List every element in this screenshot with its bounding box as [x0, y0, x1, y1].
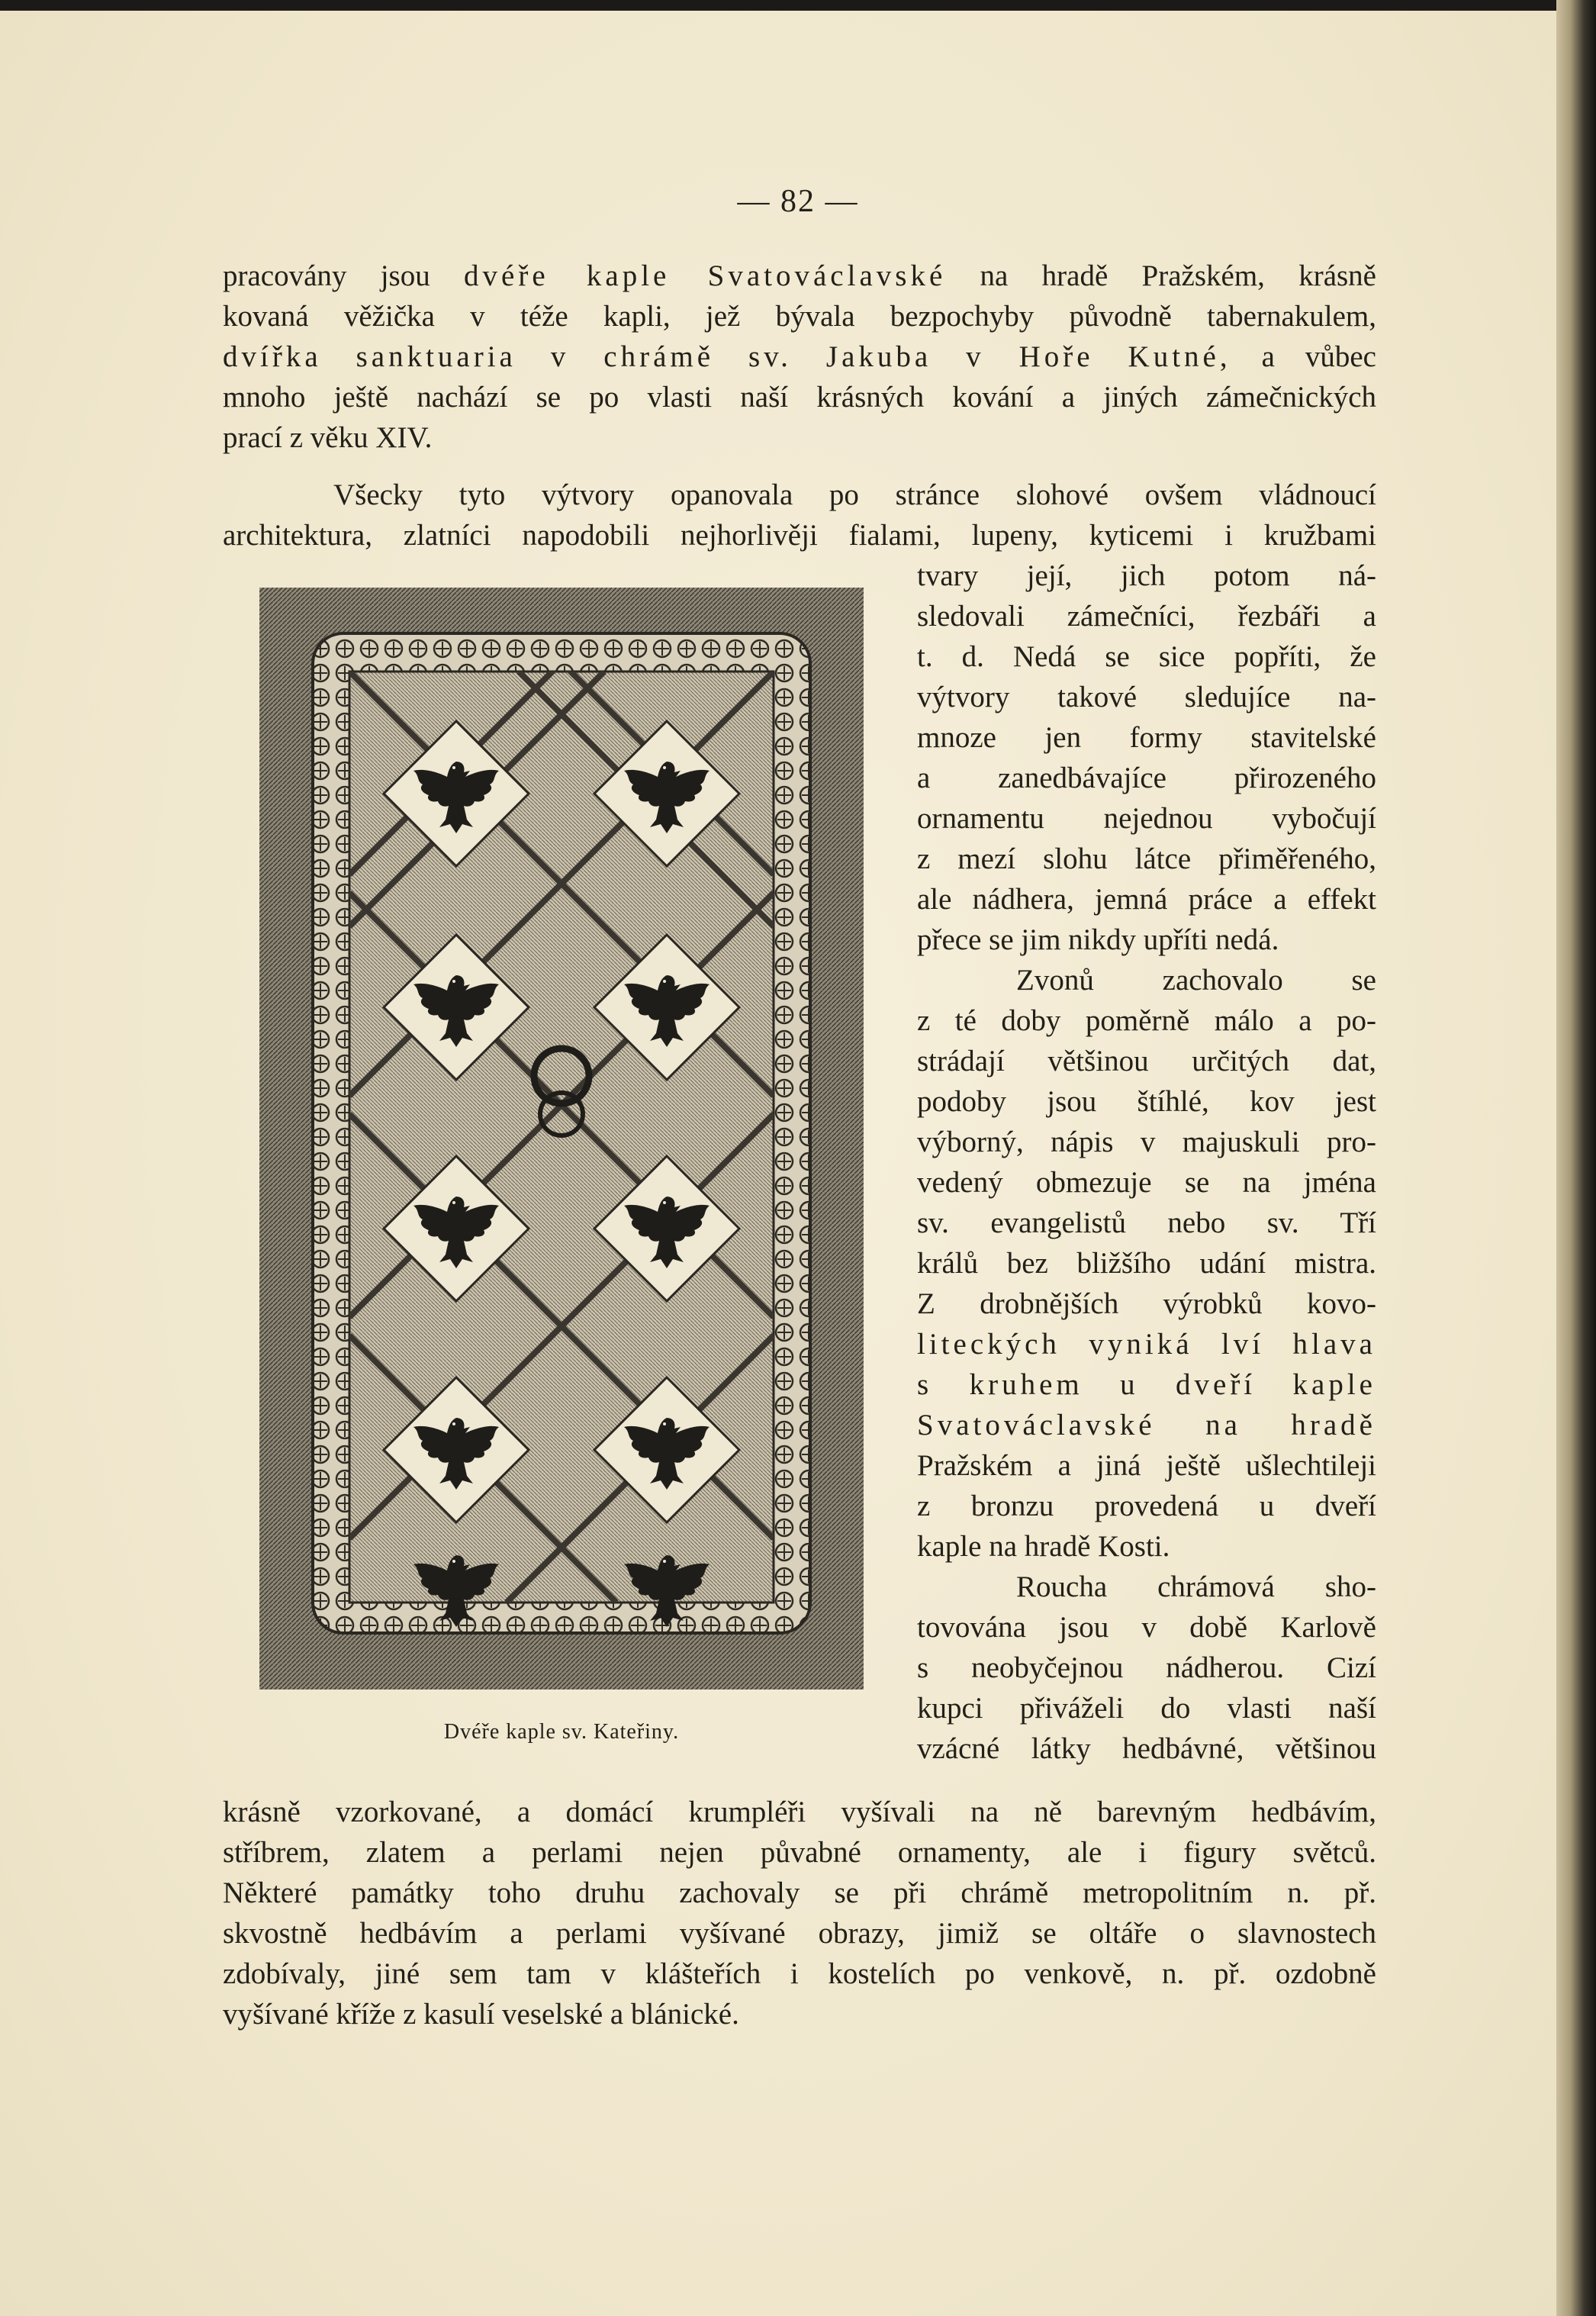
text-line: Pražském a jiná ještě ušlechtileji — [917, 1449, 1376, 1482]
text-line: ale nádhera, jemná práce a effekt — [917, 883, 1376, 916]
text-line: mnoho ještě nachází se po vlasti naší krásných kování a jiných zámečnických — [223, 381, 1376, 414]
text-line: přece se jim nikdy upříti nedá. — [917, 923, 1279, 956]
text-line: stříbrem, zlatem a perlami nejen půvabné ornamenty, ale i figury světců. — [223, 1836, 1376, 1869]
text-line: z té doby poměrně málo a po- — [917, 1004, 1376, 1037]
text-line: kaple na hradě Kosti. — [917, 1530, 1170, 1563]
text-line: a zanedbávajíce přirozeného — [917, 762, 1376, 794]
text-line: tovována jsou v době Karlově — [917, 1611, 1376, 1644]
text-line: Zvonů zachovalo se — [1016, 964, 1376, 997]
text-line: s neobyčejnou nádherou. Cizí — [917, 1651, 1376, 1684]
text-line: sv. evangelistů nebo sv. Tří — [917, 1206, 1376, 1239]
text-line: dvířka sanktuaria v chrámě sv. Jakuba v Hoře Kutné, a vůbec — [223, 340, 1376, 373]
paragraph-end — [223, 1792, 1376, 2034]
text-line: vzácné látky hedbávné, většinou — [917, 1732, 1376, 1765]
text-line: Svatováclavské na hradě — [917, 1409, 1376, 1441]
text-line: prací z věku XIV. — [223, 421, 433, 454]
text-line: z mezí slohu látce přiměřeného, — [917, 842, 1376, 875]
paragraph-1 — [223, 256, 1376, 458]
text-line: vyšívané kříže z kasulí veselské a blánické. — [223, 1998, 739, 2031]
text-line: Roucha chrámová sho- — [1016, 1570, 1376, 1603]
text-line: výtvory takové sledujíce na- — [917, 681, 1376, 713]
text-line: vedený obmezuje se na jména — [917, 1166, 1376, 1199]
book-spine-edge — [1556, 0, 1596, 2316]
text-line: podoby jsou štíhlé, kov jest — [917, 1085, 1376, 1118]
text-line: krásně vzorkované, a domácí krumpléři vyšívali na ně barevným hedbávím, — [223, 1796, 1376, 1828]
text-line: králů bez bližšího udání mistra. — [917, 1247, 1376, 1280]
text-line: mnoze jen formy stavitelské — [917, 721, 1376, 754]
text-line: zdobívaly, jiné sem tam v klášteřích i kostelích po venkově, n. př. ozdobně — [223, 1957, 1376, 1990]
text-line: strádají většinou určitých dat, — [917, 1045, 1376, 1077]
text-line: kovaná věžička v téže kapli, jež bývala bezpochyby původně tabernakulem, — [223, 300, 1376, 333]
figure-caption: Dvéře kaple sv. Kateřiny. — [443, 1720, 680, 1744]
text-line: výborný, nápis v majuskuli pro- — [917, 1126, 1376, 1158]
text-line: t. d. Nedá se sice popříti, že — [917, 640, 1376, 673]
text-line: s kruhem u dveří kaple — [917, 1368, 1376, 1401]
text-line: liteckých vyniká lví hlava — [917, 1328, 1376, 1361]
text-line: tvary její, jich potom ná- — [917, 559, 1376, 592]
text-line: Všecky tyto výtvory opanovala po stránce slohové ovšem vládnoucí — [333, 478, 1376, 511]
text-line: architektura, zlatníci napodobili nejhorlivěji fialami, lupeny, kyticemi i kružbami — [223, 519, 1376, 552]
text-line: pracovány jsou dvéře kaple Svatováclavské na hradě Pražském, krásně — [223, 259, 1376, 292]
text-line: z bronzu provedená u dveří — [917, 1490, 1376, 1522]
door-illustration — [259, 588, 864, 1689]
text-line: skvostně hedbávím a perlami vyšívané obrazy, jimiž se oltáře o slavnostech — [223, 1917, 1376, 1950]
text-line: ornamentu nejednou vybočují — [917, 802, 1376, 835]
text-line: Z drobnějších výrobků kovo- — [917, 1287, 1376, 1320]
text-line: kupci přiváželi do vlasti naší — [917, 1692, 1376, 1725]
text-line: Některé památky toho druhu zachovaly se při chrámě metropolitním n. př. — [223, 1876, 1376, 1909]
paragraph-2-intro — [223, 475, 1376, 556]
wrapped-text-column — [917, 556, 1376, 1769]
page-number: — 82 — — [737, 184, 859, 219]
text-line: sledovali zámečníci, řezbáři a — [917, 600, 1376, 633]
